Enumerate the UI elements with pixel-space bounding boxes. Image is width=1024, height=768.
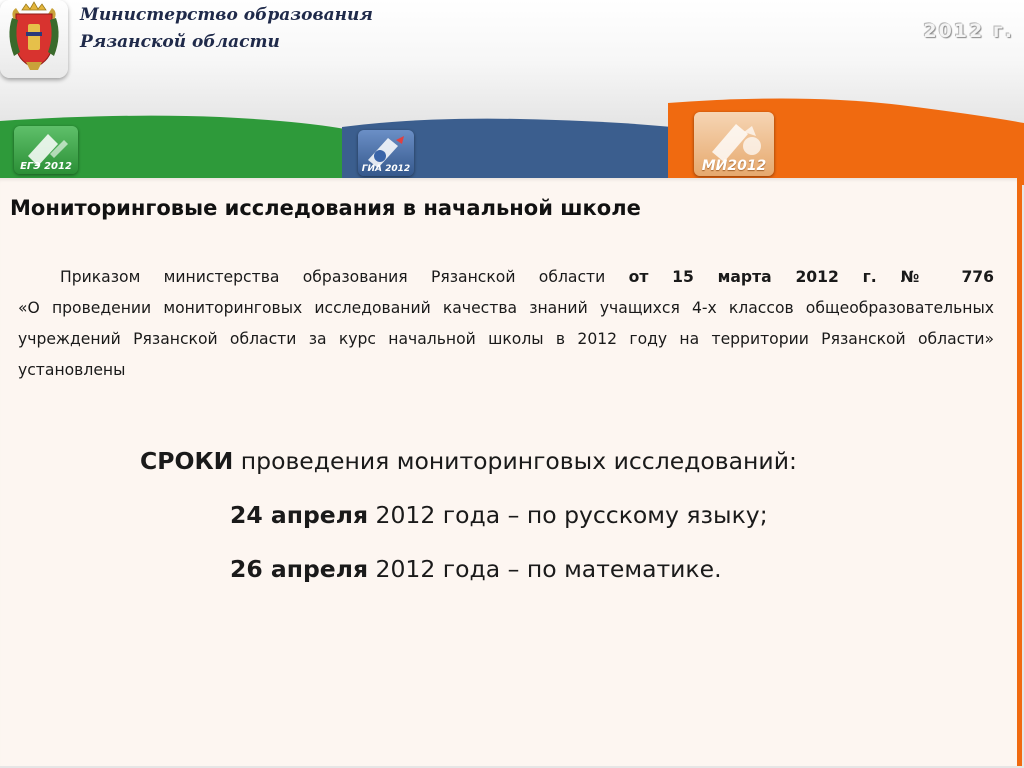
slide-heading: Мониторинговые исследования в начальной школе: [10, 196, 641, 220]
date-russian-day: 24 апреля: [230, 501, 369, 529]
ministry-line-2: Рязанской области: [80, 32, 280, 52]
coat-of-arms-logo: [0, 0, 68, 78]
tab-mi-2012[interactable]: [694, 112, 774, 176]
order-body: «О проведении мониторинговых исследований качества знаний учащихся 4-х классов общеобразовательных учреждений Рязанской области за курс начальной школы в 2012 году на территории Рязанской области» установлены: [18, 299, 994, 379]
date-russian: [140, 488, 797, 542]
tab-mi-label: МИ2012: [701, 158, 767, 174]
terms-block: [140, 434, 797, 596]
tab-gia-label: ГИА 2012: [361, 164, 411, 174]
ministry-line-1: Министерство образования: [80, 5, 373, 25]
order-paragraph: [18, 262, 994, 386]
terms-line: [140, 434, 797, 488]
tab-bars: [0, 95, 1024, 185]
date-math-day: 26 апреля: [230, 555, 369, 583]
date-math: [140, 542, 797, 596]
tab-gia-2012[interactable]: [358, 130, 414, 176]
year-label: 2012 г.: [923, 20, 1014, 42]
date-math-text: 2012 года – по математике.: [368, 555, 722, 583]
order-first-line: [18, 262, 994, 293]
tab-ege-label: ЕГЭ 2012: [20, 161, 72, 172]
tab-ege-2012[interactable]: [14, 126, 78, 174]
ministry-name: [80, 2, 373, 56]
terms-keyword: СРОКИ: [140, 447, 234, 475]
date-russian-text: 2012 года – по русскому языку;: [368, 501, 768, 529]
terms-text: проведения мониторинговых исследований:: [233, 447, 797, 475]
order-reference: от 15 марта 2012 г. № 776: [628, 268, 994, 286]
order-intro: Приказом министерства образования Рязанской области: [60, 268, 629, 286]
